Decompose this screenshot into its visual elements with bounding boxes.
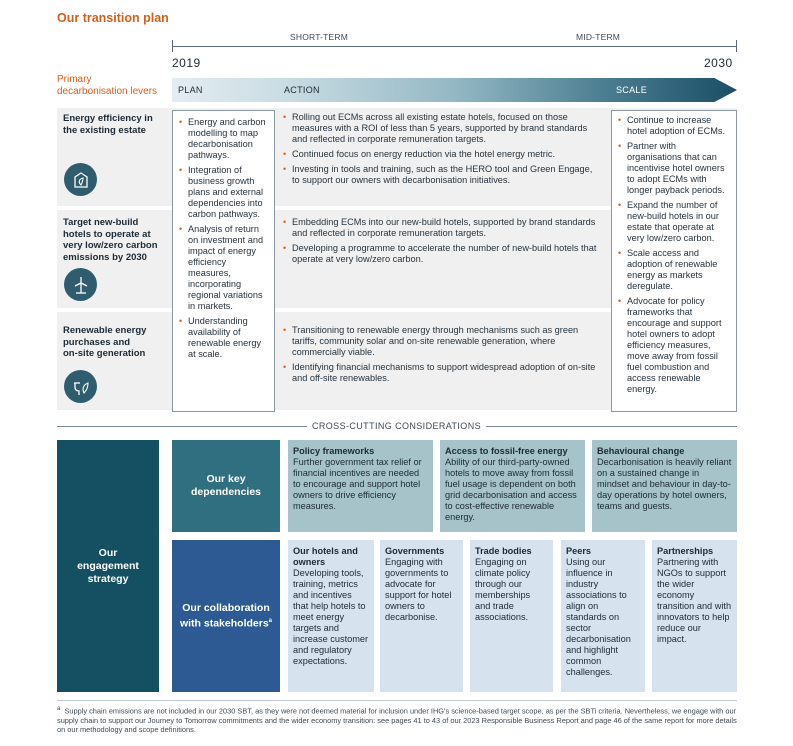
footnote: $^a$ Supply chain emissions are not included in our 2030 SBT, as they were not deemed material for inclusion under IHG's science-based target scope, as per the SBTi criteria. Nevertheless, we engage with our supply chain to support our Journey to Tomorrow commitments and the wider economy transition: see pages 41 to 43 of our 2023 Responsible Business Report and page 46 of the same report for more details on our methodology and scope definitions.	[57, 706, 737, 735]
collab-partnerships: Partnerships Partnering with NGOs to support the wider economy transition and with innovators to help reduce our impact.	[652, 540, 737, 692]
lever-title-3: Renewable energy purchases and on-site generation	[63, 325, 147, 359]
action-item: • Rolling out ECMs across all existing estate hotels, focused on those measures with a ROI of less than 5 years, supported by brand standards and reflected in corporate remuneration targets.	[282, 112, 602, 145]
dependency-fossil-free: Access to fossil-free energy Ability of our third-party-owned hotels to move away from fossil fuel usage is dependent on both grid decarbonisation and access to cost-effective renewable energy.	[440, 440, 585, 532]
action-item: • Transitioning to renewable energy through mechanisms such as green tariffs, community solar and on-site renewable generation, where commercially viable.	[282, 325, 602, 358]
scale-item: • Scale access and adoption of renewable energy as markets deregulate.	[617, 248, 731, 292]
collab-governments: Governments Engaging with governments to advocate for support for hotel owners to decarbonise.	[380, 540, 463, 692]
start-year: 2019	[172, 56, 201, 70]
dependency-policy: Policy frameworks Further government tax relief or financial incentives are needed to encourage and support hotel owners to drive efficiency measures.	[288, 440, 433, 532]
plan-item: • Energy and carbon modelling to map decarbonisation pathways.	[178, 117, 269, 161]
building-leaf-icon	[64, 163, 97, 196]
page-title: Our transition plan	[57, 11, 169, 25]
action-item: • Embedding ECMs into our new-build hotels, supported by brand standards and reflected in corporate remuneration targets.	[282, 217, 602, 239]
action-item: • Identifying financial mechanisms to support widespread adoption of on-site and off-site renewables.	[282, 362, 602, 384]
plan-item: • Integration of business growth plans and external dependencies into carbon pathways.	[178, 165, 269, 220]
plan-item: • Understanding availability of renewable energy at scale.	[178, 316, 269, 360]
collaboration-heading: Our collaboration with stakeholders$^a$	[172, 540, 280, 692]
levers-label: Primary decarbonisation levers	[57, 74, 158, 97]
mid-term-label: MID-TERM	[576, 32, 621, 42]
collab-trade-bodies: Trade bodies Engaging on climate policy through our memberships and trade associations.	[470, 540, 553, 692]
phase-plan: PLAN	[178, 85, 203, 95]
scale-item: • Expand the number of new-build hotels in our estate that operate at very low/zero carbon.	[617, 200, 731, 244]
phase-action: ACTION	[284, 85, 320, 95]
collab-peers: Peers Using our influence in industry associations to align on standards on sector decarbonisation and highlight common challenges.	[561, 540, 645, 692]
action-row-3	[282, 325, 602, 388]
end-year: 2030	[704, 56, 733, 70]
action-row-1	[282, 112, 602, 190]
short-term-label: SHORT-TERM	[290, 32, 349, 42]
action-item: • Investing in tools and training, such as the HERO tool and Green Engage, to support our owners with decarbonisation initiatives.	[282, 164, 602, 186]
plan-item: • Analysis of return on investment and impact of energy efficiency measures, incorporating regional variations in markets.	[178, 224, 269, 312]
key-dependencies-heading: Our key dependencies	[172, 440, 280, 532]
lever-title-2: Target new-build hotels to operate at very low/zero carbon emissions by 2030	[63, 217, 158, 263]
timeline-line	[172, 46, 737, 47]
action-item: • Continued focus on energy reduction via the hotel energy metric.	[282, 149, 602, 160]
scale-column	[611, 110, 737, 412]
scale-item: • Partner with organisations that can incentivise hotel owners to adopt ECMs with longer payback periods.	[617, 141, 731, 196]
footnote-divider	[57, 700, 737, 701]
lever-title-1: Energy efficiency in the existing estate	[63, 113, 153, 136]
phase-scale: SCALE	[616, 85, 648, 95]
scale-item: • Continue to increase hotel adoption of ECMs.	[617, 115, 731, 137]
plan-column	[172, 110, 275, 412]
plug-leaf-icon	[64, 370, 97, 403]
engagement-strategy-block: Our engagement strategy	[57, 440, 159, 692]
action-item: • Developing a programme to accelerate the number of new-build hotels that operate at very low/zero carbon.	[282, 243, 602, 265]
scale-item: • Advocate for policy frameworks that encourage and support hotel owners to adopt efficiency measures, move away from fossil fuel combustion and access renewable energy.	[617, 296, 731, 395]
action-row-2	[282, 217, 602, 269]
collab-hotels-owners: Our hotels and owners Developing tools, training, metrics and incentives that help hotels to meet energy targets and increase customer and regulatory expectations.	[288, 540, 374, 692]
timeline-end-tick	[736, 40, 737, 52]
cross-cutting-label: CROSS-CUTTING CONSIDERATIONS	[0, 421, 793, 431]
dependency-behavioural: Behavioural change Decarbonisation is heavily reliant on a sustained change in mindset and behaviour in day-to-day operations by hotel owners, teams and guests.	[592, 440, 737, 532]
wind-turbine-icon	[64, 268, 97, 301]
phase-arrow-bar	[172, 78, 737, 102]
